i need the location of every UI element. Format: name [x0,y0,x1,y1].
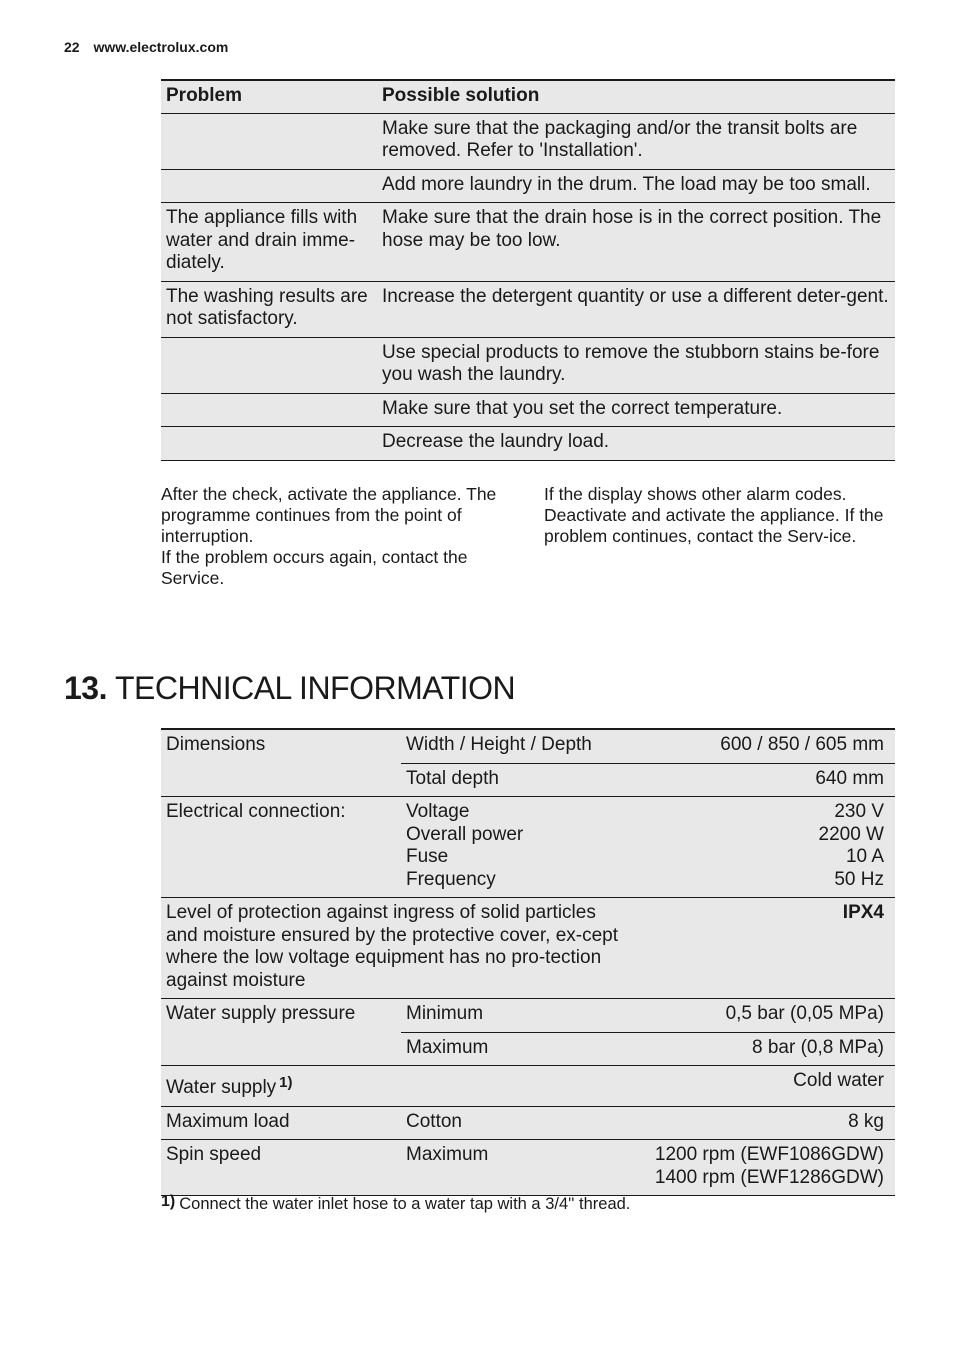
spec-sublabel: Frequency [406,868,496,890]
page-header [64,39,228,55]
website-link[interactable]: www.electrolux.com [93,39,229,55]
section-number: 13. [64,670,107,706]
problem-cell: The appliance fills with water and drain imme-diately. [161,203,377,282]
page-number: 22 [64,39,80,55]
spec-label-cell [161,1066,401,1107]
problem-cell [161,169,377,203]
spec-value: 10 A [845,846,884,867]
spec-value: 1200 rpm (EWF1086GDW) [654,1144,884,1165]
problem-cell [161,337,377,393]
footnote-ref: 1) [279,1074,293,1091]
spec-value-group [631,1140,895,1196]
solution-cell: Add more laundry in the drum. The load may be too small. [377,169,895,203]
technical-info-table [161,728,895,1196]
footnote-mark: 1) [161,1193,176,1210]
table-row [161,797,895,898]
spec-label: Water supply [166,1077,277,1098]
spec-value: Cold water [631,1066,895,1107]
section-title [64,670,515,707]
spec-value: 0,5 bar (0,05 MPa) [631,999,895,1033]
spec-value: 8 kg [631,1106,895,1140]
table-row [161,113,895,169]
table-row [161,729,895,763]
footnote-text: Connect the water inlet hose to a water tap with a 3/4'' thread. [179,1195,631,1213]
spec-sublabel: Cotton [401,1106,631,1140]
spec-sublabel: Minimum [401,999,631,1033]
spec-value: 230 V [834,801,884,822]
spec-label: Spin speed [161,1140,401,1196]
spec-value: 2200 W [818,823,884,845]
solution-cell: Make sure that the packaging and/or the transit bolts are removed. Refer to 'Installation'. [377,113,895,169]
note-left [161,484,526,589]
spec-value: 8 bar (0,8 MPa) [631,1032,895,1066]
table-row [161,1106,895,1140]
table-row [161,337,895,393]
spec-value: 50 Hz [834,868,884,890]
footnote [161,1193,630,1214]
note-paragraph: If the display shows other alarm codes. Deactivate and activate the appliance. If the problem continues, contact the Serv-ice. [544,484,884,546]
spec-sublabel-empty [401,1066,631,1107]
problem-cell: The washing results are not satisfactory. [161,281,377,337]
table-row [161,1066,895,1107]
spec-label: Water supply pressure [161,999,401,1066]
table-row [161,1140,895,1196]
table-header-row [161,80,895,113]
note-paragraph: After the check, activate the appliance. The programme continues from the point of interruption. [161,484,497,546]
spec-sublabel: Total depth [401,763,631,797]
table-row [161,898,895,999]
spec-sublabel: Maximum [401,1032,631,1066]
table-row [161,169,895,203]
spec-value: 640 mm [631,763,895,797]
solution-cell: Increase the detergent quantity or use a different deter-gent. [377,281,895,337]
spec-sublabel: Fuse [406,846,449,867]
column-header-solution: Possible solution [377,80,895,113]
problem-cell [161,427,377,461]
section-title-text: TECHNICAL INFORMATION [114,670,516,706]
table-row [161,281,895,337]
note-paragraph: If the problem occurs again, contact the Service. [161,547,468,588]
spec-sublabel-group [401,797,631,898]
spec-value: IPX4 [631,898,895,999]
spec-sublabel: Overall power [406,823,524,845]
table-row [161,427,895,461]
solution-cell: Make sure that the drain hose is in the correct position. The hose may be too low. [377,203,895,282]
problem-cell [161,113,377,169]
spec-sublabel: Maximum [401,1140,631,1196]
spec-value-group [631,797,895,898]
spec-label: Level of protection against ingress of solid particles and moisture ensured by the protective cover, ex-cept where the low voltage equipment has no pro-tection against moisture [161,898,631,999]
column-header-problem: Problem [161,80,377,113]
spec-sublabel: Width / Height / Depth [401,729,631,763]
troubleshooting-table [161,79,895,461]
spec-label: Electrical connection: [161,797,401,898]
table-row [161,203,895,282]
spec-label: Maximum load [161,1106,401,1140]
spec-label: Dimensions [161,729,401,797]
spec-sublabel: Voltage [406,801,470,822]
spec-value: 600 / 850 / 605 mm [631,729,895,763]
table-row [161,393,895,427]
problem-cell [161,393,377,427]
spec-value: 1400 rpm (EWF1286GDW) [654,1166,884,1188]
solution-cell: Make sure that you set the correct temperature. [377,393,895,427]
solution-cell: Use special products to remove the stubborn stains be-fore you wash the laundry. [377,337,895,393]
note-right [544,484,894,547]
solution-cell: Decrease the laundry load. [377,427,895,461]
table-row [161,999,895,1033]
